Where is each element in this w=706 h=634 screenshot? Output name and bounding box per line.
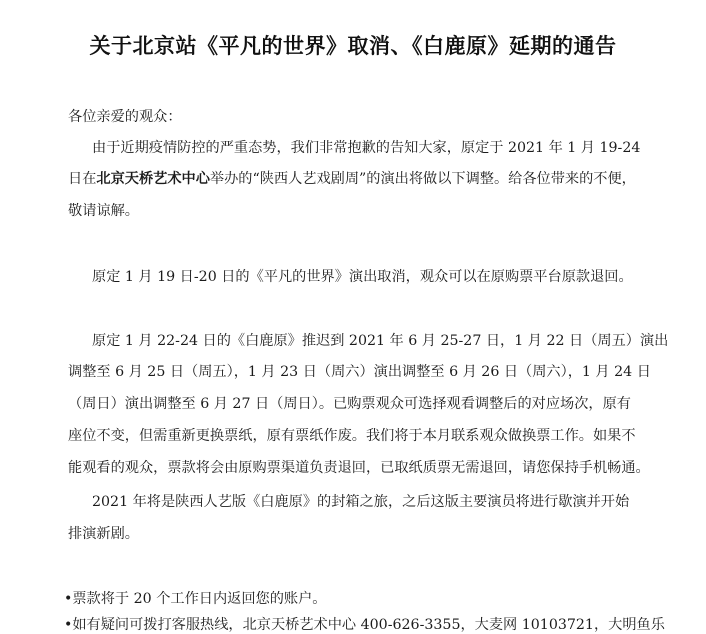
para1-line1: 由于近期疫情防控的严重态势，我们非常抱歉的告知大家，原定于 2021 年 1 月 19-24: [92, 140, 641, 156]
note-hotline: •如有疑问可拨打客服热线，北京天桥艺术中心 400-626-3355，大麦网 10103721，大明鱼乐: [64, 617, 665, 633]
para3-line2: 调整至 6 月 25 日（周五），1 月 23 日（周六）演出调整至 6 月 26 日（周六），1 月 24 日: [68, 364, 651, 380]
para1-line2-prefix: 日在: [68, 171, 97, 187]
page-title: 关于北京站《平凡的世界》取消、《白鹿原》延期的通告: [89, 33, 617, 58]
para4-line2: 排演新剧。: [68, 526, 139, 542]
note-refund: •票款将于 20 个工作日内返回您的账户。: [64, 591, 327, 607]
para3-line4: 座位不变，但需重新更换票纸，原有票纸作废。我们将于本月联系观众做换票工作。如果不: [68, 428, 636, 444]
venue-name: 北京天桥艺术中心: [96, 171, 210, 187]
greeting: 各位亲爱的观众：: [68, 109, 182, 125]
para1-line2-suffix: 举办的“陕西人艺戏剧周”的演出将做以下调整。给各位带来的不便，: [209, 171, 636, 187]
para4-line1: 2021 年将是陕西人艺版《白鹿原》的封箱之旅，之后这版主要演员将进行歇演并开始: [92, 494, 630, 510]
para1-line3: 敬请谅解。: [68, 203, 139, 219]
para3-line3: （周日）演出调整至 6 月 27 日（周日）。已购票观众可选择观看调整后的对应场次，原有: [68, 396, 631, 412]
para3-line1: 原定 1 月 22-24 日的《白鹿原》推迟到 2021 年 6 月 25-27 日，1 月 22 日（周五）演出: [92, 333, 669, 349]
para3-line5: 能观看的观众，票款将会由原购票渠道负责退回，已取纸质票无需退回，请您保持手机畅通。: [68, 460, 650, 476]
para1-line2: [68, 165, 648, 193]
para2-cancellation: 原定 1 月 19 日-20 日的《平凡的世界》演出取消，观众可以在原购票平台原款退回。: [92, 269, 633, 285]
